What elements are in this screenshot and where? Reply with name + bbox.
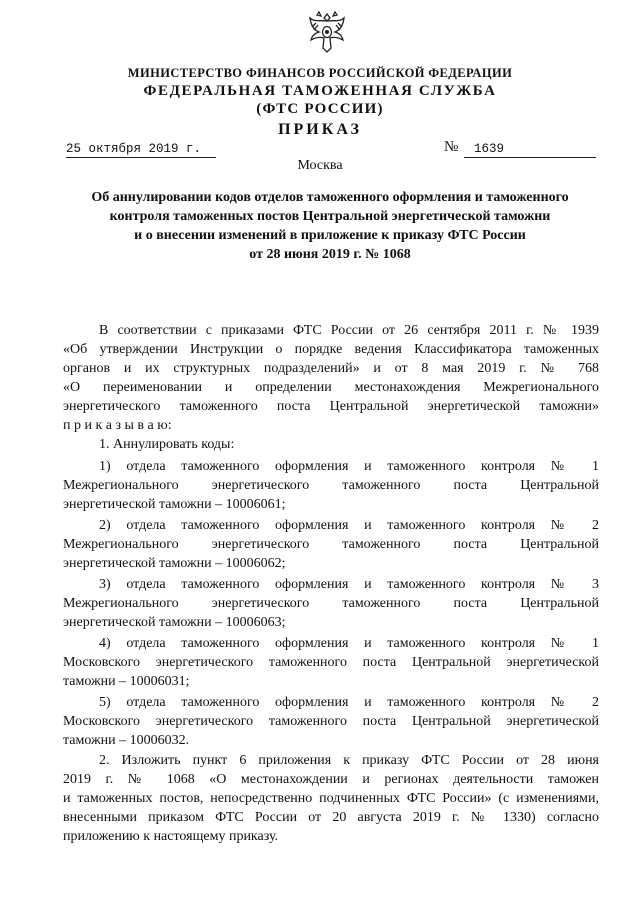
preamble-line: энергетического таможенного поста Центральной энергетической таможни» — [63, 399, 599, 414]
code-item-line: энергетической таможни – 10006062; — [63, 556, 286, 571]
city: Москва — [297, 158, 343, 173]
item-1-heading: 1. Аннулировать коды: — [99, 437, 235, 452]
item-2-line: внесенными приказом ФТС России от 20 августа 2019 г. № 1330) согласно — [63, 810, 599, 825]
order-title-line: контроля таможенных постов Центральной энергетической таможни — [109, 209, 551, 224]
state-emblem-icon — [306, 8, 348, 56]
item-2-line: приложению к настоящему приказу. — [63, 829, 279, 844]
preamble-line: «О переименовании и определении местонахождения Межрегионального — [63, 380, 599, 395]
item-2-line: 2019 г. № 1068 «О местонахождении и регионах деятельности таможен — [63, 772, 599, 787]
service-name: ФЕДЕРАЛЬНАЯ ТАМОЖЕННАЯ СЛУЖБА — [143, 83, 497, 99]
order-title-line: от 28 июня 2019 г. № 1068 — [249, 247, 411, 262]
code-item-line: 5) отдела таможенного оформления и таможенного контроля № 2 — [99, 695, 599, 710]
service-abbreviation: (ФТС РОССИИ) — [256, 101, 384, 117]
code-item-line: энергетической таможни – 10006061; — [63, 497, 286, 512]
code-item-line: 1) отдела таможенного оформления и таможенного контроля № 1 — [99, 459, 599, 474]
item-2-line: 2. Изложить пункт 6 приложения к приказу ФТС России от 28 июня — [99, 753, 599, 768]
code-item-line: таможни – 10006032. — [63, 733, 190, 748]
preamble-line: органов и их структурных подразделений» и от 8 мая 2019 г. № 768 — [63, 361, 599, 376]
order-verb: п р и к а з ы в а ю: — [63, 418, 172, 433]
code-item-line: Межрегионального энергетического таможенного поста Центральной — [63, 478, 599, 493]
number-sign: № — [444, 139, 459, 155]
code-item-line: Межрегионального энергетического таможенного поста Центральной — [63, 596, 599, 611]
document-type: ПРИКАЗ — [278, 121, 362, 138]
code-item-line: Межрегионального энергетического таможенного поста Центральной — [63, 537, 599, 552]
code-item-line: 2) отдела таможенного оформления и таможенного контроля № 2 — [99, 518, 599, 533]
code-item-line: 4) отдела таможенного оформления и таможенного контроля № 1 — [99, 636, 599, 651]
code-item-line: энергетической таможни – 10006063; — [63, 615, 286, 630]
code-item-line: Московского энергетического таможенного поста Центральной энергетической — [63, 714, 599, 729]
order-title-line: и о внесении изменений в приложение к приказу ФТС России — [134, 228, 526, 243]
ministry-name: МИНИСТЕРСТВО ФИНАНСОВ РОССИЙСКОЙ ФЕДЕРАЦИИ — [127, 66, 513, 80]
code-item-line: таможни – 10006031; — [63, 674, 190, 689]
preamble-line: В соответствии с приказами ФТС России от 26 сентября 2011 г. № 1939 — [99, 323, 599, 338]
code-item-line: Московского энергетического таможенного поста Центральной энергетической — [63, 655, 599, 670]
order-date: 25 октября 2019 г. — [66, 142, 216, 158]
code-item-line: 3) отдела таможенного оформления и таможенного контроля № 3 — [99, 577, 599, 592]
preamble-line: «Об утверждении Инструкции о порядке ведения Классификатора таможенных — [63, 342, 599, 357]
order-title-line: Об аннулировании кодов отделов таможенного оформления и таможенного — [91, 190, 569, 205]
order-number: 1639 — [464, 142, 596, 158]
item-2-line: и таможенных постов, непосредственно подчиненных ФТС России» (с изменениями, — [63, 791, 599, 806]
